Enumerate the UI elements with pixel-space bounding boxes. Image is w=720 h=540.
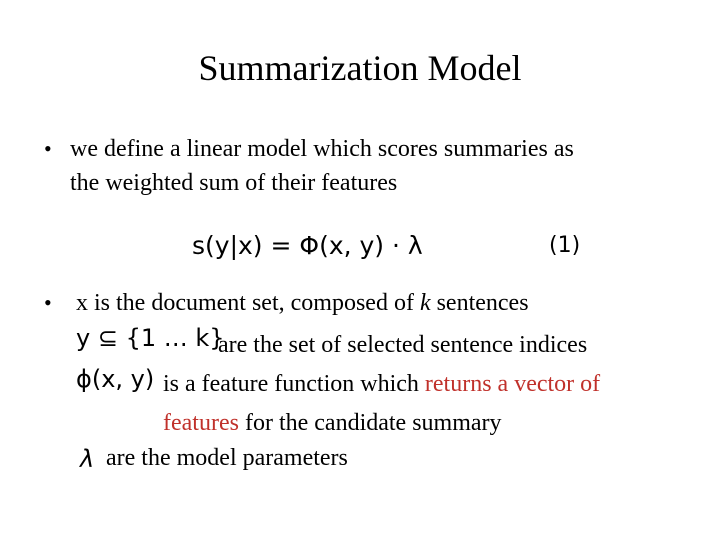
equation-number: (1) [549, 233, 581, 258]
score-equation: s(y|x) = Φ(x, y) · λ [192, 231, 423, 260]
phi-definition-line-1: is a feature function which returns a vector of [163, 371, 601, 397]
bullet-1-line-1: we define a linear model which scores summaries as [70, 136, 574, 162]
y-symbol: y ⊆ {1 … k} [76, 324, 225, 352]
phi-highlight: features [163, 410, 239, 436]
lambda-symbol: λ [80, 445, 95, 473]
phi-definition-line-2: features for the candidate summary [163, 410, 502, 436]
phi-symbol: ϕ(x, y) [76, 365, 155, 393]
bullet-marker: • [44, 136, 52, 161]
bullet-marker: • [44, 290, 52, 315]
lambda-definition: are the model parameters [106, 445, 348, 471]
phi-highlight: returns a vector of [424, 371, 601, 397]
y-definition: are the set of selected sentence indices [218, 332, 588, 358]
bullet-2-line-1: x is the document set, composed of k sentences [76, 290, 529, 316]
slide-title: Summarization Model [198, 48, 522, 88]
bullet-1-line-2: the weighted sum of their features [70, 170, 398, 196]
